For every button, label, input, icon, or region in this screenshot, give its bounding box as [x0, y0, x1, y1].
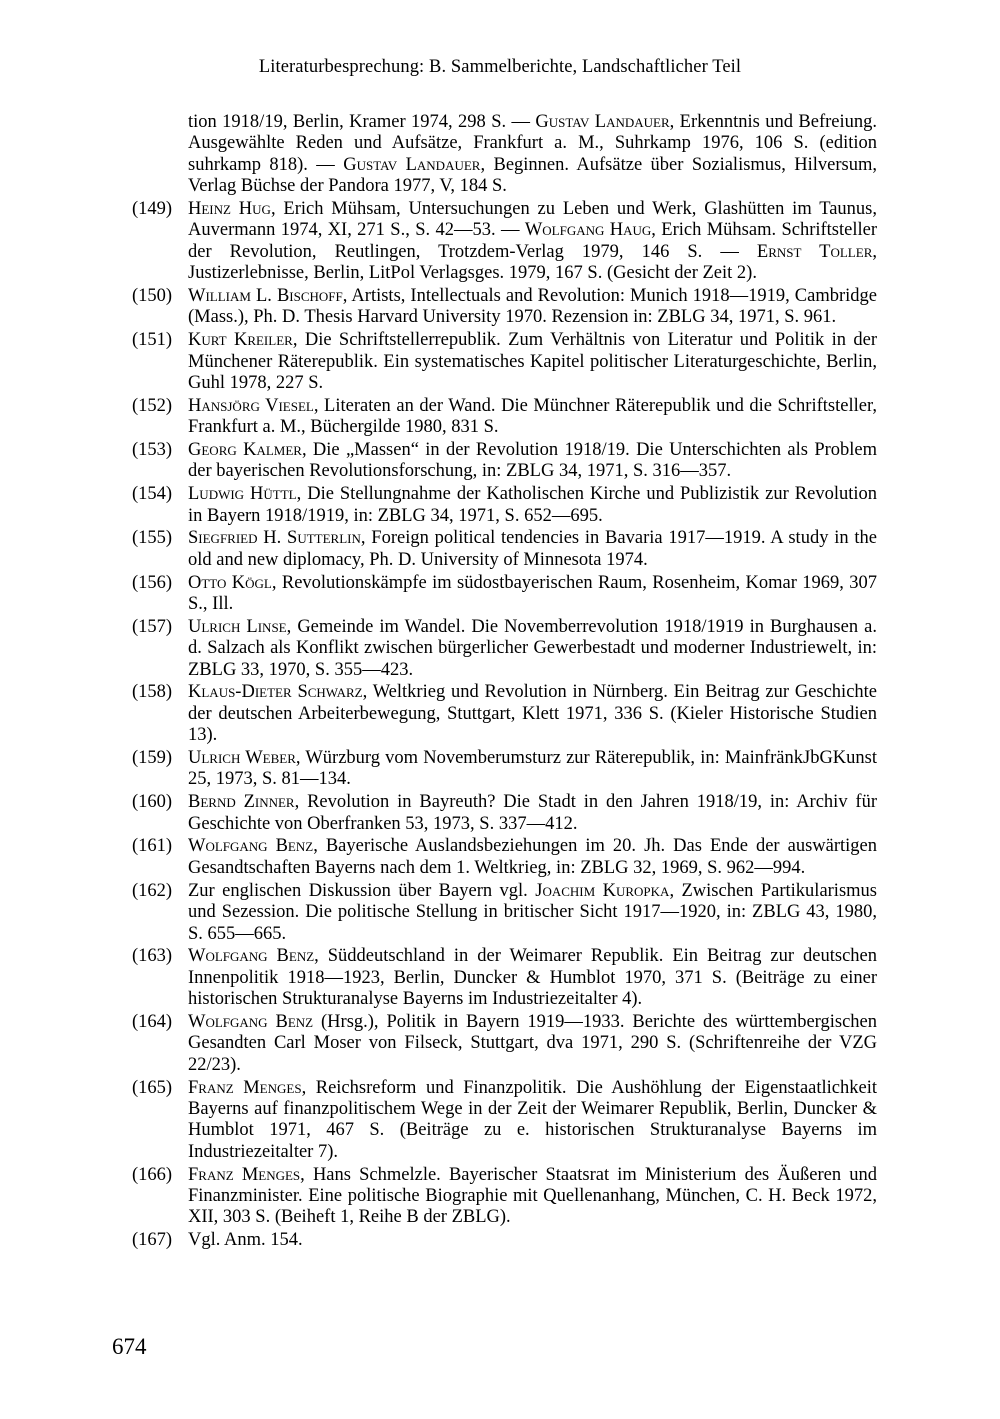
- footnote-number: (150): [132, 286, 173, 307]
- author-name: Gustav Landauer: [343, 154, 481, 175]
- footnote-number: (151): [132, 330, 173, 351]
- footnote-entry: [132, 792, 877, 835]
- author-name: Klaus-Dieter Schwarz: [188, 682, 363, 703]
- footnote-text: , Hans Schmelzle. Bayerischer Staatsrat im Ministerium des Äußeren und Finanzminister. Eine politische Biographie mit Quellenanhang, München, C. H. Beck 1972, XII, 303 S. (Beiheft 1, Reihe B der ZBLG).: [188, 1164, 877, 1228]
- footnote-list: [132, 112, 877, 1253]
- footnote-text: , Würzburg vom Novemberumsturz zur Räterepublik, in: MainfränkJbGKunst 25, 1973, S. 81—134.: [188, 748, 877, 790]
- footnote-text: , Erich Mühsam, Untersuchungen zu Leben und Werk, Glashütten im Taunus, Auvermann 1974, XI, 271 S., S. 42—53. —: [188, 199, 877, 241]
- footnote-entry: [132, 1078, 877, 1164]
- footnote-text: , Beginnen. Aufsätze über Sozialismus, Hilversum, Verlag Büchse der Pandora 1977, V, 184 S.: [188, 154, 877, 197]
- author-name: Ulrich Weber: [188, 748, 296, 769]
- author-name: Bernd Zinner: [188, 792, 295, 813]
- author-name: Wolfgang Benz: [188, 1011, 314, 1032]
- footnote-number: (158): [132, 682, 173, 703]
- footnote-text: Zur englischen Diskussion über Bayern vgl.: [188, 880, 536, 901]
- author-name: Heinz Hug: [188, 199, 271, 220]
- footnote-text: , Erkenntnis und Befreiung. Ausgewählte Reden und Aufsätze, Frankfurt a. M., Suhrkamp 1976, 106 S. (edition suhrkamp 818). —: [188, 112, 877, 175]
- footnote-entry: [132, 748, 877, 791]
- author-name: Ernst Toller: [756, 241, 873, 262]
- footnote-entry: [132, 1012, 877, 1076]
- author-name: Ludwig Hüttl: [188, 484, 297, 505]
- footnote-number: (156): [132, 572, 173, 593]
- footnote-text: tion 1918/19, Berlin, Kramer 1974, 298 S. —: [188, 112, 536, 132]
- footnote-number: (164): [132, 1011, 173, 1032]
- footnote-number: (160): [132, 792, 173, 813]
- footnote-text: , Reichsreform und Finanzpolitik. Die Aushöhlung der Eigenstaatlichkeit Bayerns auf finanzpolitischem Wege in der Zeit der Weimarer Republik, Berlin, Duncker & Humblot 1971, 467 S. (Beiträge zu e. historischen Strukturanalyse Bayerns im Industriezeitalter 7).: [188, 1077, 877, 1162]
- footnote-number: (155): [132, 528, 173, 549]
- footnote-entry: [132, 484, 877, 527]
- footnote-text: (Hrsg.), Politik in Bayern 1919—1933. Berichte des württembergischen Gesandten Carl Moser von Filseck, Stuttgart, dva 1971, 290 S. (Schriftenreihe der VZG 22/23).: [188, 1011, 878, 1075]
- footnote-entry: [132, 836, 877, 879]
- running-head: Literaturbesprechung: B. Sammelberichte, Landschaftlicher Teil: [258, 57, 742, 77]
- footnote-entry: [132, 330, 877, 394]
- footnote-text: , Weltkrieg und Revolution in Nürnberg. Ein Beitrag zur Geschichte der deutschen Arbeiterbewegung, Stuttgart, Klett 1971, 336 S. (Kieler Historische Studien 13).: [188, 682, 878, 746]
- footnote-number: (154): [132, 484, 173, 505]
- footnote-entry: [132, 881, 877, 945]
- footnote-text: , Justizerlebnisse, Berlin, LitPol Verlagsges. 1979, 167 S. (Gesicht der Zeit 2).: [188, 241, 877, 284]
- footnote-entry: [132, 199, 877, 285]
- author-name: Franz Menges: [188, 1077, 302, 1098]
- footnote-text: , Artists, Intellectuals and Revolution: Munich 1918—1919, Cambridge (Mass.), Ph. D. Thesis Harvard University 1970. Rezension in: ZBLG 34, 1971, S. 961.: [188, 286, 878, 328]
- footnote-number: (165): [132, 1077, 173, 1098]
- footnote-number: (152): [132, 395, 173, 416]
- footnote-entry: [132, 528, 877, 571]
- footnote-text: , Die Stellungnahme der Katholischen Kirche und Publizistik zur Revolution in Bayern 1918/1919, in: ZBLG 34, 1971, S. 652—695.: [188, 484, 877, 526]
- footnote-entry: [132, 286, 877, 329]
- author-name: Hansjörg Viesel: [188, 395, 314, 416]
- footnote-entry: [132, 440, 877, 483]
- footnote-text: , Bayerische Auslandsbeziehungen im 20. Jh. Das Ende der auswärtigen Gesandtschaften Bayerns nach dem 1. Weltkrieg, in: ZBLG 32, 1969, S. 962—994.: [188, 836, 877, 878]
- footnote-number: (153): [132, 440, 173, 461]
- footnote-entry: [132, 946, 877, 1010]
- footnote-text: , Die „Massen“ in der Revolution 1918/19. Die Unterschichten als Problem der bayerischen Revolutionsforschung, in: ZBLG 34, 1971, S. 316—357.: [188, 440, 878, 482]
- footnote-number: (149): [132, 199, 173, 220]
- footnote-text: , Die Schriftstellerrepublik. Zum Verhältnis von Literatur und Politik in der Münchener Räterepublik. Ein systematisches Kapitel politischer Literaturgeschichte, Berlin, Guhl 1978, 227 S.: [188, 330, 878, 394]
- author-name: Wolfgang Benz: [188, 946, 315, 967]
- footnote-text: , Gemeinde im Wandel. Die Novemberrevolution 1918/1919 in Burghausen a. d. Salzach als Konflikt zwischen bürgerlicher Gewerbestadt und moderner Industriewelt, in: ZBLG 33, 1970, S. 355—423.: [188, 616, 877, 680]
- footnote-entry: [132, 1230, 877, 1251]
- footnote-number: (157): [132, 616, 173, 637]
- footnote-text: , Süddeutschland in der Weimarer Republik. Ein Beitrag zur deutschen Innenpolitik 1918—1923, Berlin, Duncker & Humblot 1970, 371 S. (Beiträge zu einer historischen Strukturanalyse Bayerns im Industriezeitalter 4).: [188, 946, 877, 1010]
- footnote-number: (166): [132, 1164, 173, 1185]
- author-name: Otto Kögl: [188, 572, 272, 593]
- author-name: Gustav Landauer: [535, 112, 670, 132]
- footnote-entry: [132, 112, 877, 198]
- footnote-number: (167): [132, 1230, 173, 1251]
- author-name: Wolfgang Benz: [188, 836, 314, 857]
- footnote-number: (163): [132, 946, 173, 967]
- footnote-text: , Revolution in Bayreuth? Die Stadt in den Jahren 1918/19, in: Archiv für Geschichte von Oberfranken 53, 1973, S. 337—412.: [188, 792, 877, 834]
- author-name: Georg Kalmer: [188, 440, 302, 461]
- footnote-entry: [132, 396, 877, 439]
- author-name: William L. Bischoff: [188, 286, 343, 307]
- footnote-entry: [132, 1165, 877, 1229]
- footnote-entry: [132, 682, 877, 746]
- footnote-number: (162): [132, 880, 173, 901]
- footnote-text: Vgl. Anm. 154.: [188, 1230, 303, 1251]
- author-name: Wolfgang Haug: [524, 220, 652, 241]
- author-name: Franz Menges: [188, 1164, 301, 1185]
- footnote-text: , Literaten an der Wand. Die Münchner Räterepublik und die Schriftsteller, Frankfurt a. M., Büchergilde 1980, 831 S.: [188, 395, 877, 438]
- footnote-text: , Foreign political tendencies in Bavaria 1917—1919. A study in the old and new diplomacy, Ph. D. University of Minnesota 1974.: [188, 528, 877, 570]
- footnote-text: , Revolutionskämpfe im südostbayerischen Raum, Rosenheim, Komar 1969, 307 S., Ill.: [188, 572, 877, 615]
- footnote-entry: [132, 617, 877, 681]
- author-name: Kurt Kreiler: [188, 330, 293, 351]
- footnote-text: , Zwischen Partikularismus und Sezession. Die politische Stellung in britischer Sicht 1917—1920, in: ZBLG 43, 1980, S. 655—665.: [188, 880, 877, 944]
- footnote-number: (161): [132, 836, 173, 857]
- footnote-number: (159): [132, 748, 173, 769]
- footnote-text: , Erich Mühsam. Schriftsteller der Revolution, Reutlingen, Trotzdem-Verlag 1979, 146 S. —: [188, 220, 877, 262]
- author-name: Siegfried H. Sutterlin: [188, 528, 361, 549]
- page-number: 674: [112, 1334, 147, 1359]
- footnote-entry: [132, 573, 877, 616]
- author-name: Ulrich Linse: [188, 616, 287, 637]
- author-name: Joachim Kuropka: [535, 880, 670, 901]
